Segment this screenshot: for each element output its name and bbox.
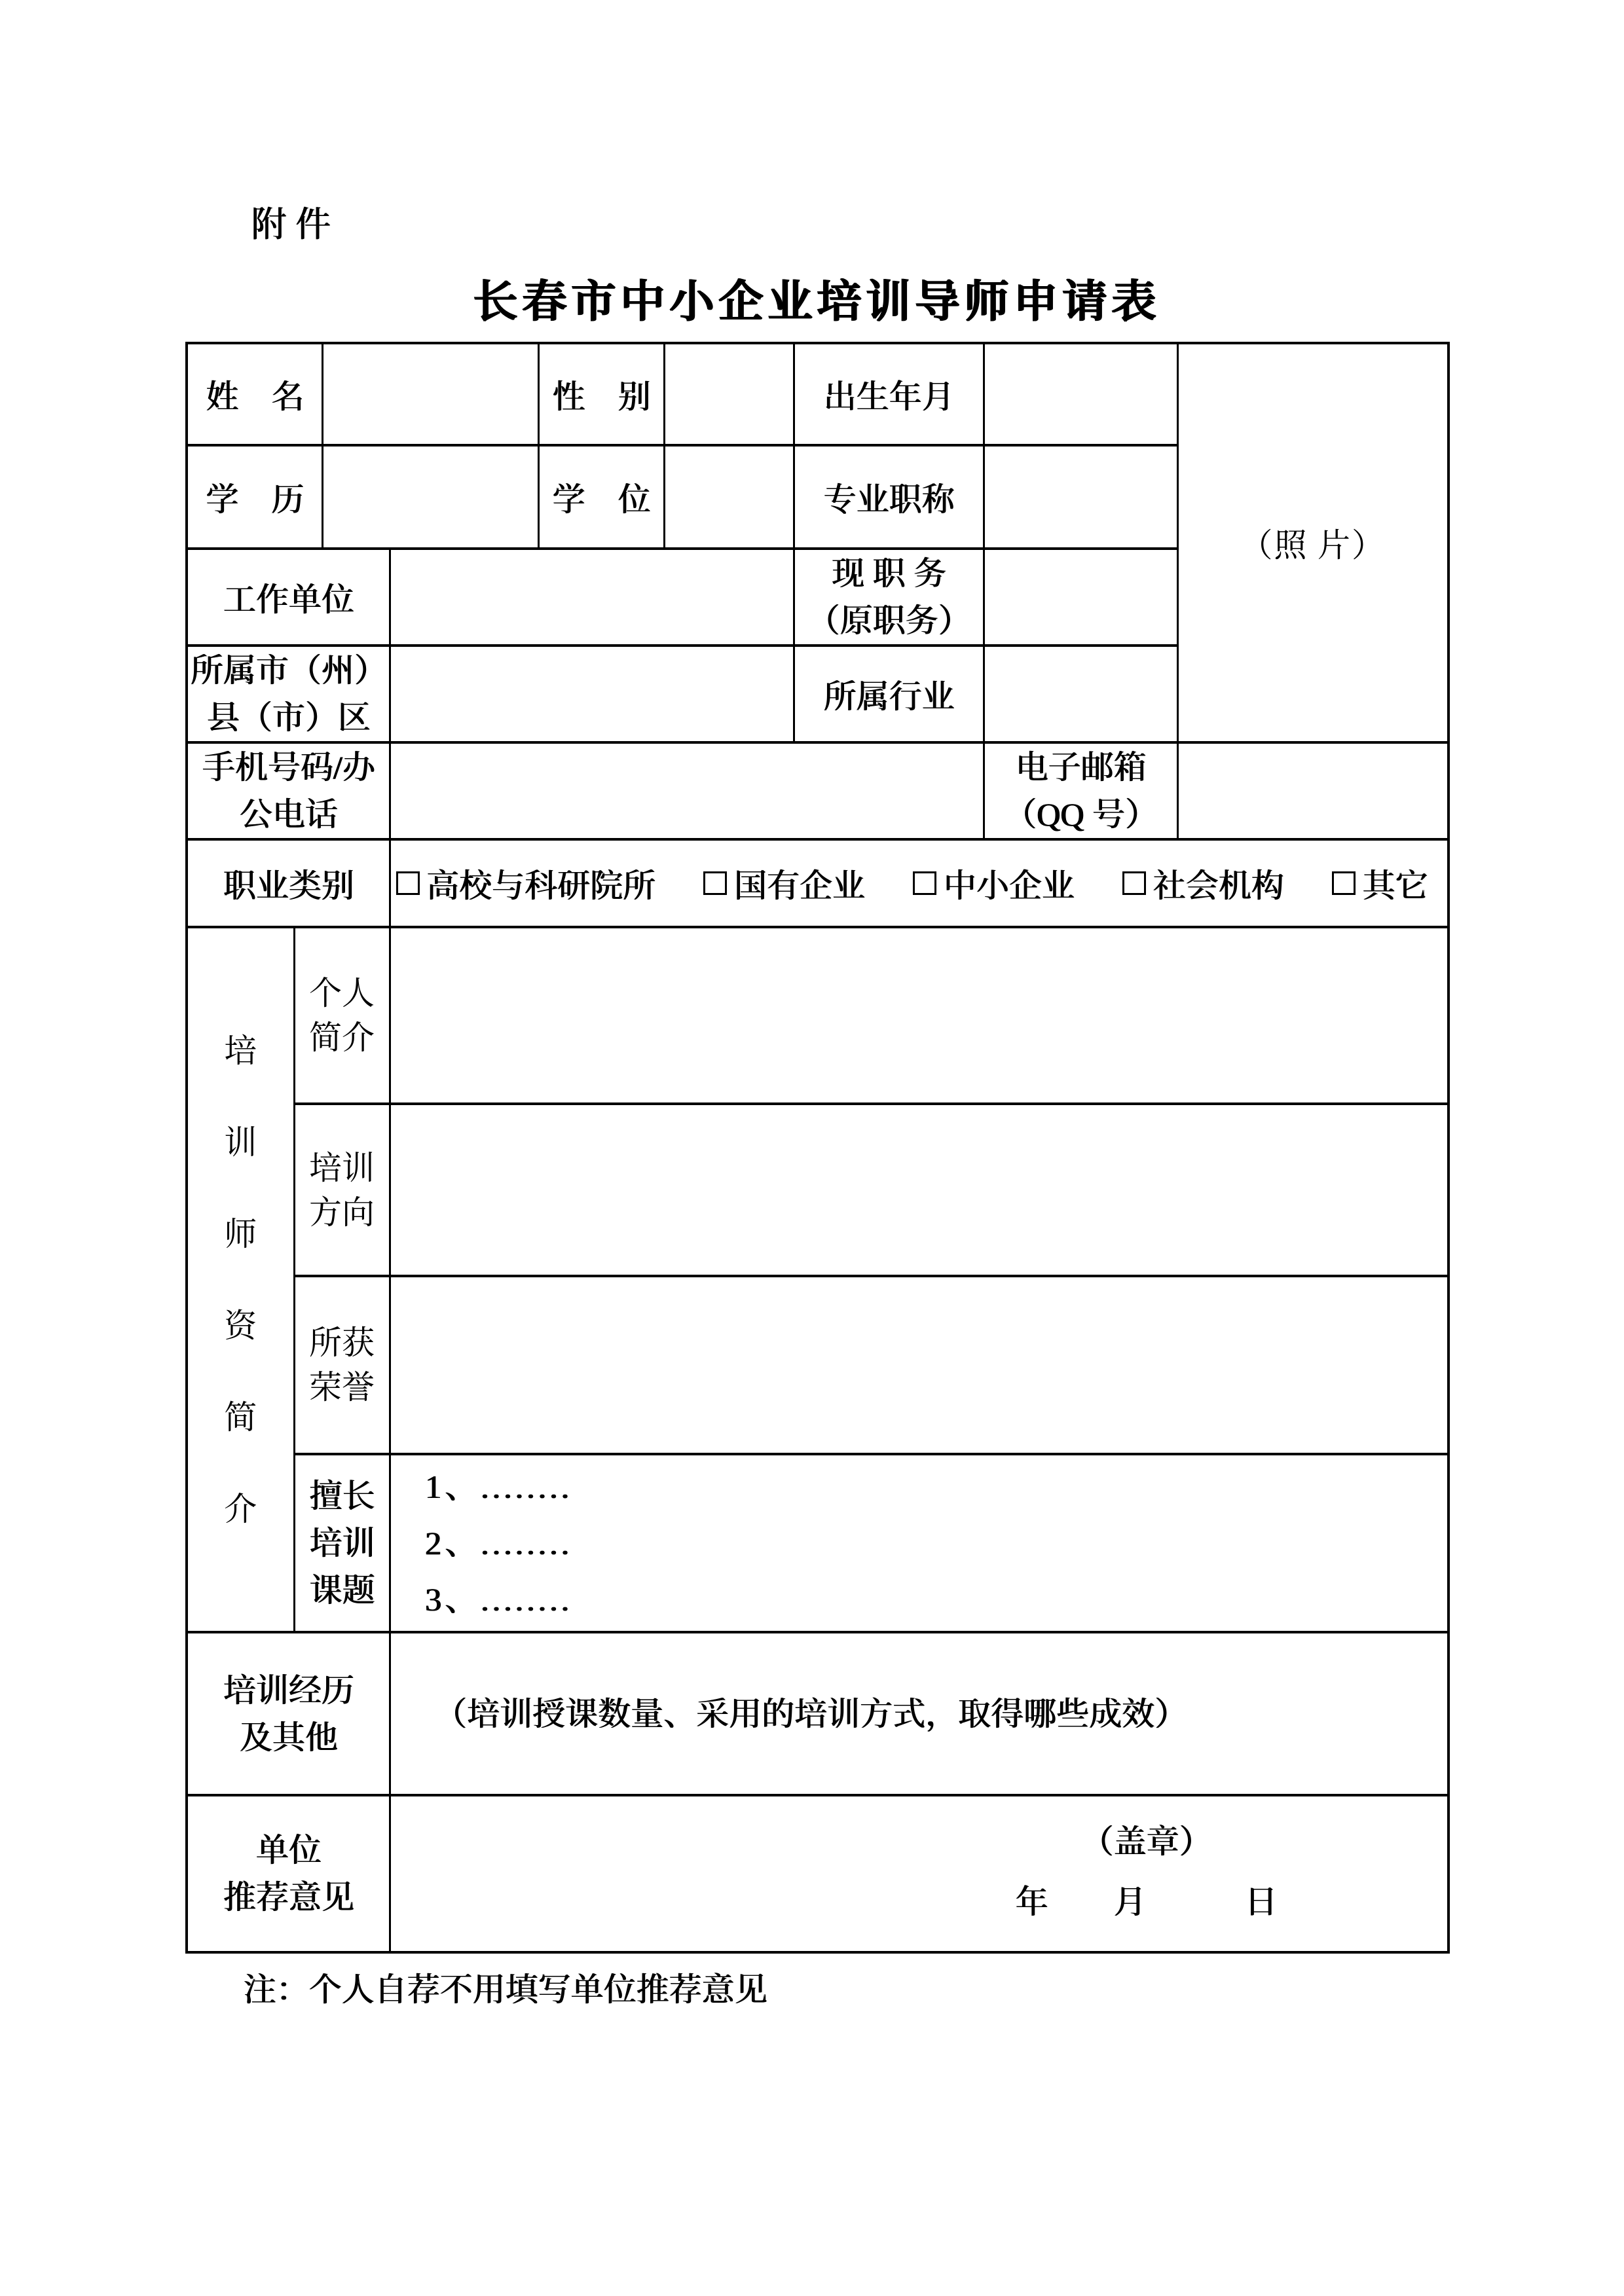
course-line-2: 2、........: [424, 1525, 572, 1561]
table-row-training-direction: [187, 1104, 1449, 1276]
phone-label-line2: 公电话: [239, 796, 338, 833]
training-direction-input[interactable]: [390, 1104, 1449, 1276]
table-row-phone: [187, 742, 1449, 839]
education-label: 学 历: [187, 445, 322, 549]
attachment-label: 附 件: [251, 205, 331, 244]
course-line-1: 1、........: [424, 1468, 572, 1505]
option-label: 国有企业: [733, 867, 865, 904]
specialty-courses-label-line3: 课题: [309, 1572, 375, 1609]
training-direction-label-line2: 方向: [309, 1194, 375, 1231]
specialty-courses-label-line1: 擅长: [309, 1478, 375, 1514]
birth-date-input[interactable]: [984, 343, 1177, 445]
birth-date-label: 出生年月: [794, 343, 984, 445]
course-line-3: 3、........: [424, 1581, 572, 1618]
degree-input[interactable]: [664, 445, 794, 549]
recommendation-input[interactable]: [390, 1795, 1449, 1952]
recommendation-label-line2: 推荐意见: [223, 1879, 354, 1916]
honors-label-line2: 荣誉: [309, 1369, 375, 1406]
table-row-honors: [187, 1276, 1449, 1454]
region-label-line2: 县（市）区: [206, 699, 371, 736]
training-direction-label-line1: 培训: [309, 1149, 375, 1186]
email-label-line2: （QQ 号）: [1003, 796, 1158, 833]
checkbox-icon[interactable]: [396, 871, 420, 895]
table-row-occupation: [187, 839, 1449, 927]
gender-label: 性 别: [538, 343, 664, 445]
current-position-input[interactable]: [984, 549, 1177, 646]
region-label: [187, 646, 390, 742]
table-row-name: [187, 343, 1449, 445]
education-input[interactable]: [322, 445, 538, 549]
stamp-block: [995, 1813, 1297, 1934]
specialty-courses-input[interactable]: [390, 1454, 1449, 1632]
degree-label: 学 位: [538, 445, 664, 549]
phone-label-line1: 手机号码/办: [202, 749, 375, 786]
occupation-options: [391, 860, 1448, 907]
current-position-label-line2: （原职务）: [807, 602, 970, 639]
option-university-research[interactable]: [396, 860, 655, 907]
employer-input[interactable]: [390, 549, 794, 646]
option-label: 中小企业: [943, 867, 1075, 904]
recommendation-label-line1: 单位: [255, 1832, 322, 1868]
training-experience-input[interactable]: [390, 1632, 1449, 1795]
trainer-intro-side-label: [187, 927, 294, 1632]
photo-placeholder-cell[interactable]: （照 片）: [1177, 343, 1449, 742]
honors-label-line1: 所获: [309, 1324, 375, 1361]
specialty-courses-label-line2: 培训: [309, 1525, 375, 1561]
option-state-owned-enterprise[interactable]: [703, 860, 864, 907]
checkbox-icon[interactable]: [1122, 871, 1146, 895]
side-label-char: 介: [224, 1490, 257, 1527]
phone-label: [187, 742, 390, 839]
occupation-options-cell: [390, 839, 1449, 927]
email-input[interactable]: [1177, 742, 1449, 839]
professional-title-label: 专业职称: [794, 445, 984, 549]
employer-label: 工作单位: [187, 549, 390, 646]
recommendation-label: [187, 1795, 390, 1952]
table-row-courses: [187, 1454, 1449, 1632]
training-experience-label: [187, 1632, 390, 1795]
name-label: 姓 名: [187, 343, 322, 445]
application-form-table: [185, 342, 1450, 1954]
region-input[interactable]: [390, 646, 794, 742]
stamp-hint: （盖章）: [1080, 1823, 1211, 1860]
email-label: [984, 742, 1177, 839]
side-label-char: 简: [224, 1398, 257, 1436]
side-label-char: 资: [224, 1307, 257, 1344]
footnote: 注：个人自荐不用填写单位推荐意见: [243, 1971, 767, 2008]
option-label: 社会机构: [1153, 867, 1284, 904]
training-experience-label-line1: 培训经历: [223, 1671, 354, 1709]
training-experience-label-line2: 及其他: [239, 1719, 338, 1756]
personal-profile-label: [294, 927, 390, 1104]
checkbox-icon[interactable]: [703, 871, 727, 895]
date-line: 年 月 日: [1015, 1884, 1277, 1920]
personal-profile-input[interactable]: [390, 927, 1449, 1104]
option-sme[interactable]: [913, 860, 1074, 907]
gender-input[interactable]: [664, 343, 794, 445]
professional-title-input[interactable]: [984, 445, 1177, 549]
document-page: [185, 202, 1447, 2010]
honors-input[interactable]: [390, 1276, 1449, 1454]
email-label-line1: 电子邮箱: [1015, 749, 1146, 786]
side-label-char: 师: [224, 1215, 257, 1252]
industry-input[interactable]: [984, 646, 1177, 742]
table-row-personal-profile: [187, 927, 1449, 1104]
industry-label: 所属行业: [794, 646, 984, 742]
side-label-char: 训: [224, 1123, 257, 1161]
personal-profile-label-line1: 个人: [309, 975, 375, 1011]
specialty-courses-label: [294, 1454, 390, 1632]
option-other[interactable]: [1332, 860, 1428, 907]
current-position-label-line1: 现 职 务: [831, 555, 946, 592]
option-label: 其它: [1362, 867, 1428, 904]
table-row-recommendation: [187, 1795, 1449, 1952]
table-row-experience: [187, 1632, 1449, 1795]
honors-label: [294, 1276, 390, 1454]
side-label-char: 培: [224, 1032, 257, 1069]
name-input[interactable]: [322, 343, 538, 445]
current-position-label: [794, 549, 984, 646]
checkbox-icon[interactable]: [913, 871, 936, 895]
option-social-organization[interactable]: [1122, 860, 1283, 907]
phone-input[interactable]: [390, 742, 984, 839]
training-direction-label: [294, 1104, 390, 1276]
checkbox-icon[interactable]: [1332, 871, 1356, 895]
training-experience-hint: （培训授课数量、采用的培训方式，取得哪些成效）: [434, 1695, 1187, 1732]
occupation-category-label: 职业类别: [187, 839, 390, 927]
region-label-line1: 所属市（州）: [190, 652, 387, 689]
option-label: 高校与科研院所: [426, 867, 655, 904]
personal-profile-label-line2: 简介: [309, 1019, 375, 1056]
page-title: 长春市中小企业培训导师申请表: [472, 277, 1160, 327]
